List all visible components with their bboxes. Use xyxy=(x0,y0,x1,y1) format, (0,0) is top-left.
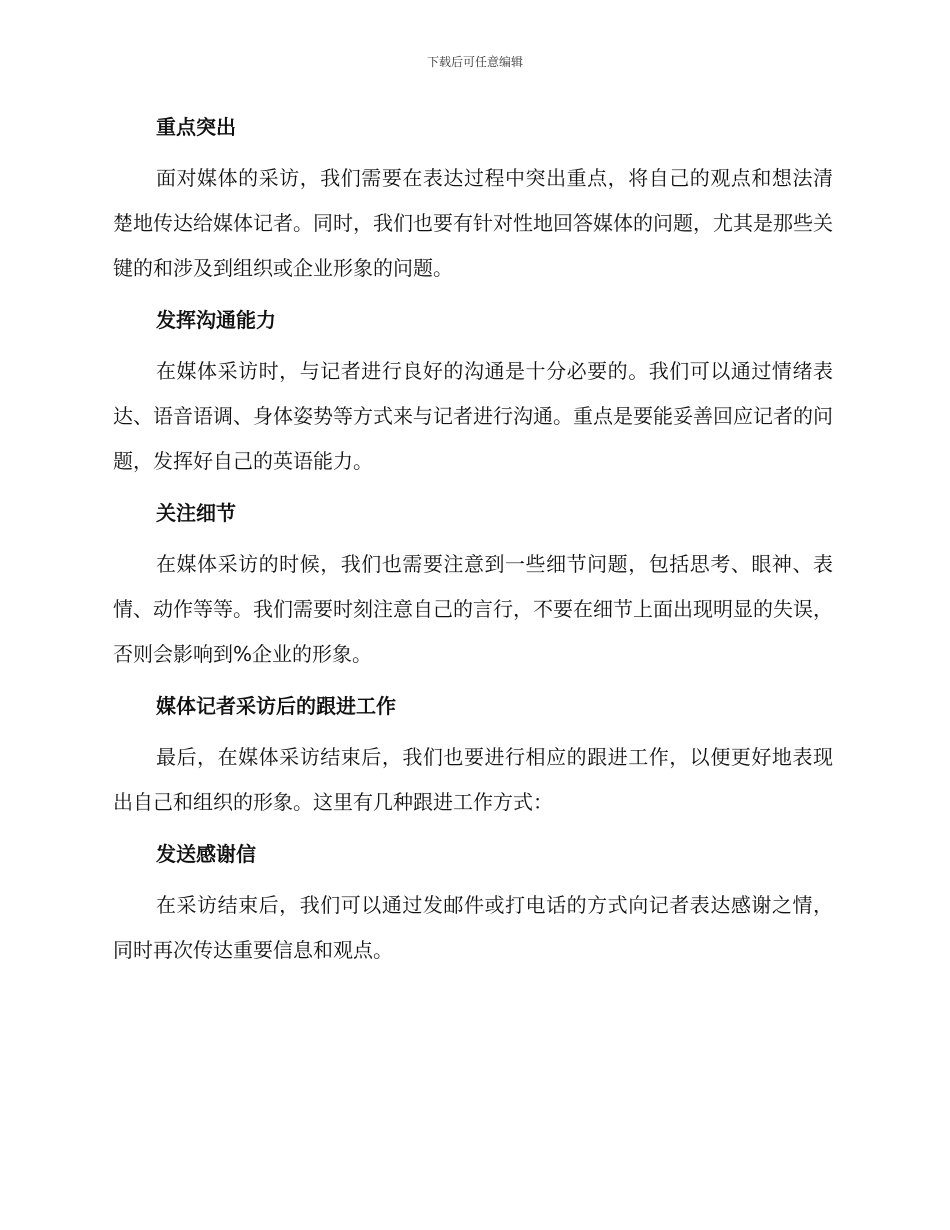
section-body-key-points: 面对媒体的采访，我们需要在表达过程中突出重点，将自己的观点和想法清楚地传达给媒体记者。同时，我们也要有针对性地回答媒体的问题，尤其是那些关键的和涉及到组织或企业形象的问题。 xyxy=(113,166,833,280)
document-body xyxy=(113,112,833,987)
section-heading-follow-up: 媒体记者采访后的跟进工作 xyxy=(156,694,396,718)
page-header: 下载后可任意编辑 xyxy=(426,55,523,69)
section-body-follow-up: 最后，在媒体采访结束后，我们也要进行相应的跟进工作，以便更好地表现出自己和组织的形象。这里有几种跟进工作方式： xyxy=(113,745,833,814)
section-body-thank-you: 在采访结束后，我们可以通过发邮件或打电话的方式向记者表达感谢之情，同时再次传达重要信息和观点。 xyxy=(113,893,833,962)
section-heading-key-points: 重点突出 xyxy=(156,115,236,139)
section-body-communication: 在媒体采访时，与记者进行良好的沟通是十分必要的。我们可以通过情绪表达、语音语调、身体姿势等方式来与记者进行沟通。重点是要能妥善回应记者的问题，发挥好自己的英语能力。 xyxy=(113,359,833,473)
section-body-details: 在媒体采访的时候，我们也需要注意到一些细节问题，包括思考、眼神、表情、动作等等。我们需要时刻注意自己的言行，不要在细节上面出现明显的失误，否则会影响到%企业的形象。 xyxy=(113,552,833,666)
section-heading-thank-you: 发送感谢信 xyxy=(156,842,256,866)
section-heading-details: 关注细节 xyxy=(156,501,236,525)
section-heading-communication: 发挥沟通能力 xyxy=(156,308,276,332)
